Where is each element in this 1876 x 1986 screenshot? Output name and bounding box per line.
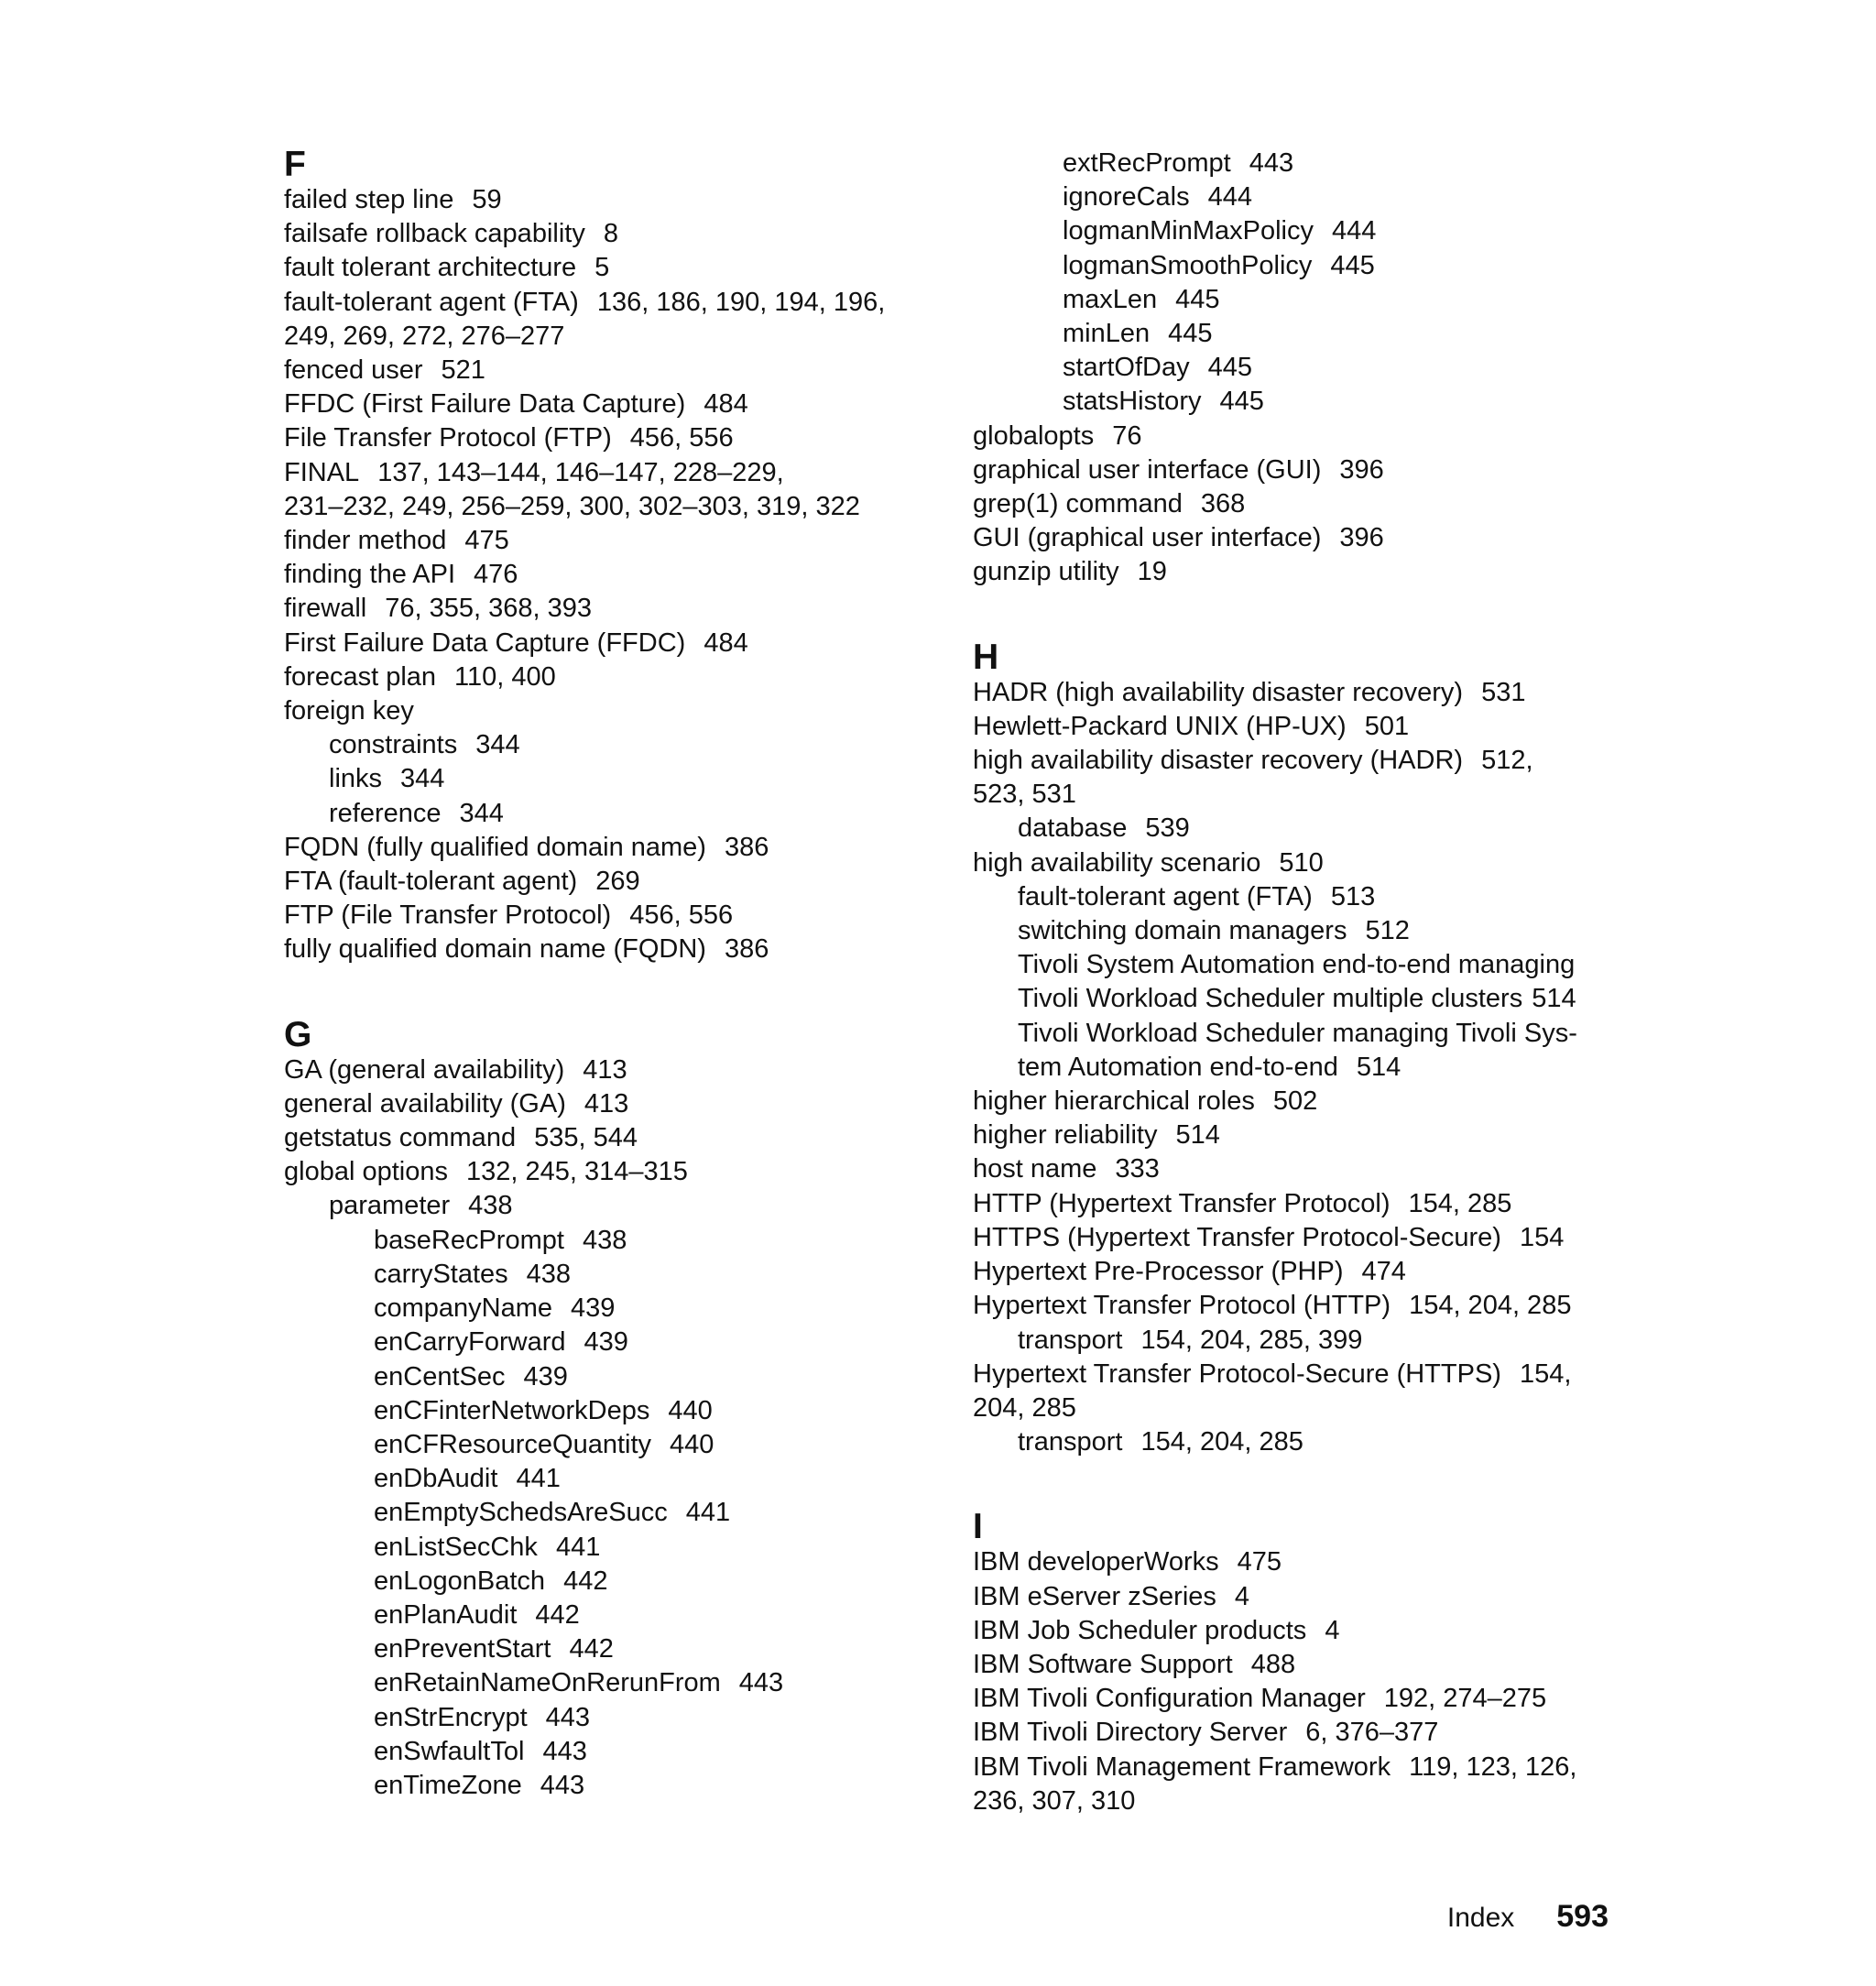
index-entry	[973, 914, 1632, 948]
index-entry	[973, 1118, 1632, 1152]
footer-label: Index	[1446, 1903, 1515, 1933]
index-page-refs: 445	[1330, 250, 1375, 280]
index-page-refs: 443	[1249, 148, 1294, 178]
index-page-refs: 333	[1115, 1154, 1160, 1184]
index-page-refs: 154,	[1519, 1359, 1572, 1389]
index-term: database	[1018, 813, 1128, 844]
index-page-refs: 475	[464, 526, 509, 556]
index-term: switching domain managers	[1018, 916, 1347, 946]
index-entry	[973, 1255, 1632, 1289]
index-entry	[284, 217, 943, 251]
index-page-refs: 445	[1219, 387, 1264, 417]
index-entry	[284, 933, 943, 966]
index-term: getstatus command	[284, 1123, 517, 1153]
index-entry	[973, 1324, 1632, 1358]
index-entry	[973, 1425, 1632, 1459]
index-entry	[284, 694, 943, 728]
index-entry	[284, 1224, 943, 1258]
index-term: enTimeZone	[374, 1770, 522, 1800]
index-term: startOfDay	[1063, 353, 1190, 383]
index-entry	[284, 1258, 943, 1292]
index-page-refs: 386	[724, 934, 769, 965]
index-term: IBM eServer zSeries	[973, 1581, 1216, 1611]
index-term: graphical user interface (GUI)	[973, 454, 1322, 485]
index-entry	[284, 1292, 943, 1326]
index-term: fault-tolerant agent (FTA)	[284, 287, 579, 317]
index-page-refs: 154, 204, 285, 399	[1140, 1325, 1363, 1355]
index-entry	[284, 592, 943, 626]
index-page-refs: 512	[1365, 916, 1410, 946]
index-term: FTA (fault-tolerant agent)	[284, 867, 578, 897]
index-term: maxLen	[1063, 284, 1158, 314]
index-entry	[973, 1580, 1632, 1614]
index-entry	[973, 1648, 1632, 1682]
index-page-refs: 443	[540, 1770, 585, 1800]
index-term: enDbAudit	[374, 1464, 498, 1494]
index-term: enPlanAudit	[374, 1599, 518, 1630]
section-gap	[973, 590, 1632, 639]
index-entry	[284, 1326, 943, 1359]
index-page-refs: 438	[468, 1191, 513, 1221]
index-term: foreign key	[284, 696, 414, 726]
index-entry	[973, 351, 1632, 385]
index-term: Hypertext Transfer Protocol-Secure (HTTPS)	[973, 1359, 1501, 1389]
index-entry	[973, 453, 1632, 487]
index-entry	[284, 762, 943, 796]
index-entry	[973, 249, 1632, 283]
index-entry	[973, 1614, 1632, 1648]
index-page-refs: 439	[584, 1327, 628, 1358]
index-entry	[973, 846, 1632, 880]
page-number: 593	[1556, 1899, 1609, 1934]
index-entry	[284, 1087, 943, 1121]
index-page-refs: 59	[472, 185, 502, 214]
index-entry	[973, 420, 1632, 453]
index-term: transport	[1018, 1325, 1123, 1355]
index-term: gunzip utility	[973, 557, 1119, 587]
index-term: First Failure Data Capture (FFDC)	[284, 627, 686, 658]
index-entry	[973, 180, 1632, 214]
index-page-refs: 488	[1250, 1649, 1296, 1679]
index-page-refs: 513	[1330, 881, 1376, 911]
index-entry	[973, 1221, 1632, 1255]
index-term: enCFinterNetworkDeps	[374, 1395, 650, 1425]
index-entry	[973, 710, 1632, 744]
index-entry	[973, 1682, 1632, 1716]
index-term: forecast plan	[284, 661, 437, 692]
index-page-refs: 413	[583, 1054, 627, 1085]
index-term: higher hierarchical roles	[973, 1086, 1255, 1117]
index-page-refs: 119, 123, 126,	[1409, 1751, 1577, 1782]
index-term: finder method	[284, 526, 447, 556]
index-entry	[284, 831, 943, 865]
index-page-refs: 386	[724, 832, 769, 862]
index-entry	[973, 744, 1632, 778]
index-page-refs: 444	[1332, 216, 1377, 246]
index-page-refs-continued: 231–232, 249, 256–259, 300, 302–303, 319, 322	[284, 491, 860, 521]
index-page-refs: 440	[670, 1429, 714, 1459]
index-term: tem Automation end-to-end	[1018, 1052, 1338, 1082]
index-entry	[973, 214, 1632, 248]
index-entry	[973, 283, 1632, 317]
index-page-refs: 19	[1137, 557, 1167, 587]
index-term: enCarryForward	[374, 1327, 566, 1358]
index-entry	[284, 1053, 943, 1087]
index-term: global options	[284, 1157, 448, 1187]
index-term: FTP (File Transfer Protocol)	[284, 900, 612, 931]
index-page-refs: 136, 186, 190, 194, 196,	[596, 287, 886, 317]
index-entry	[284, 1769, 943, 1803]
index-term: transport	[1018, 1427, 1123, 1457]
index-term: IBM Job Scheduler products	[973, 1615, 1307, 1645]
index-entry	[973, 982, 1632, 1016]
index-term: enSwfaultTol	[374, 1736, 525, 1766]
index-page-refs: 456, 556	[629, 423, 734, 453]
index-page-refs: 192, 274–275	[1383, 1684, 1547, 1714]
index-page-refs-continued: 204, 285	[973, 1392, 1076, 1423]
index-entry	[973, 147, 1632, 180]
index-term: failed step line	[284, 185, 454, 214]
index-entry	[284, 1394, 943, 1428]
index-term: failsafe rollback capability	[284, 219, 585, 249]
index-entry	[973, 521, 1632, 555]
index-page-refs: 269	[595, 867, 640, 897]
index-column-left	[284, 147, 943, 1803]
index-term: Tivoli Workload Scheduler multiple clusters	[1018, 984, 1523, 1014]
index-term: higher reliability	[973, 1120, 1158, 1151]
index-term: general availability (GA)	[284, 1088, 566, 1118]
index-term: enPreventStart	[374, 1634, 551, 1664]
index-entry	[284, 1121, 943, 1155]
index-entry	[284, 1632, 943, 1666]
index-page-refs: 441	[555, 1532, 601, 1562]
index-page-refs: 442	[535, 1599, 580, 1630]
index-term: Hypertext Pre-Processor (PHP)	[973, 1257, 1344, 1287]
index-page-refs: 6, 376–377	[1305, 1718, 1439, 1748]
index-entry	[973, 1187, 1632, 1221]
index-entry	[284, 456, 943, 490]
index-entry	[973, 1017, 1632, 1051]
index-entry	[284, 1189, 943, 1223]
index-page-refs: 514	[1175, 1120, 1220, 1151]
section-letter: H	[973, 637, 999, 677]
index-term: reference	[329, 798, 442, 828]
index-entry	[973, 1085, 1632, 1118]
index-page-refs: 413	[584, 1088, 629, 1118]
index-term: Hypertext Transfer Protocol (HTTP)	[973, 1291, 1391, 1321]
index-entry	[973, 1716, 1632, 1750]
index-term: FQDN (fully qualified domain name)	[284, 832, 706, 862]
index-column-right	[973, 147, 1632, 1818]
index-entry	[284, 1496, 943, 1530]
index-term: Tivoli System Automation end-to-end managing	[1018, 950, 1576, 980]
section-letter: G	[284, 1014, 312, 1054]
index-page-refs: 442	[569, 1634, 614, 1664]
index-entry	[284, 1701, 943, 1735]
index-entry	[284, 865, 943, 899]
index-term: IBM developerWorks	[973, 1547, 1219, 1577]
index-entry	[973, 1358, 1632, 1391]
index-entry	[973, 812, 1632, 846]
index-entry	[284, 1428, 943, 1462]
index-page-refs-continued: 236, 307, 310	[973, 1785, 1136, 1816]
index-term: links	[329, 764, 383, 794]
index-page-refs: 445	[1207, 353, 1252, 383]
index-term: GUI (graphical user interface)	[973, 523, 1322, 553]
index-entry	[973, 555, 1632, 589]
index-term: high availability disaster recovery (HADR)	[973, 746, 1464, 776]
index-term: host name	[973, 1154, 1097, 1184]
index-entry	[973, 1152, 1632, 1186]
index-term: minLen	[1063, 319, 1151, 349]
index-page-refs: 4	[1234, 1581, 1250, 1611]
index-page-refs: 154, 204, 285	[1409, 1291, 1572, 1321]
index-entry	[284, 797, 943, 831]
index-entry	[284, 1565, 943, 1599]
index-term: firewall	[284, 594, 367, 624]
index-entry	[284, 728, 943, 762]
index-entry	[284, 627, 943, 660]
index-term: constraints	[329, 730, 458, 760]
index-page-refs: 440	[668, 1395, 713, 1425]
index-term: high availability scenario	[973, 847, 1261, 878]
index-term: fault tolerant architecture	[284, 253, 577, 283]
index-page-refs: 445	[1175, 284, 1220, 314]
index-entry	[284, 1462, 943, 1496]
index-term: companyName	[374, 1293, 553, 1324]
index-term: Hewlett-Packard UNIX (HP-UX)	[973, 711, 1347, 741]
index-page-refs: 531	[1481, 677, 1526, 707]
index-term: fenced user	[284, 355, 423, 386]
index-page-refs: 521	[441, 355, 485, 386]
index-page-refs: 344	[459, 798, 504, 828]
index-entry	[284, 1666, 943, 1700]
index-entry	[973, 1051, 1632, 1085]
index-term: Tivoli Workload Scheduler managing Tivoli Sys-	[1018, 1018, 1577, 1048]
index-page-refs: 444	[1207, 182, 1253, 213]
index-page-refs: 512,	[1481, 746, 1533, 776]
index-entry	[973, 317, 1632, 351]
page-footer	[1447, 1898, 1609, 1937]
index-term: enLogonBatch	[374, 1566, 546, 1596]
section-gap	[973, 1459, 1632, 1509]
index-entry	[973, 1751, 1632, 1784]
index-page-refs: 154	[1519, 1222, 1565, 1252]
index-term: enStrEncrypt	[374, 1702, 528, 1732]
index-page-refs: 154, 285	[1408, 1188, 1512, 1218]
index-page-refs-continued: 523, 531	[973, 780, 1076, 810]
index-entry	[284, 183, 943, 217]
index-page-refs: 76	[1112, 420, 1142, 451]
index-entry	[284, 286, 943, 320]
index-page-refs: 8	[603, 219, 618, 249]
index-term: IBM Tivoli Directory Server	[973, 1718, 1288, 1748]
index-page-refs: 441	[516, 1464, 561, 1494]
index-page-refs: 456, 556	[629, 900, 734, 931]
index-entry	[284, 251, 943, 285]
index-page-refs: 4	[1325, 1615, 1340, 1645]
index-term: FINAL	[284, 457, 360, 487]
section-letter: I	[973, 1507, 983, 1547]
index-page-refs: 344	[475, 730, 520, 760]
index-term: finding the API	[284, 560, 456, 590]
index-term: IBM Software Support	[973, 1649, 1233, 1679]
index-page-refs: 484	[704, 389, 748, 420]
index-entry	[973, 385, 1632, 419]
index-entry	[284, 1599, 943, 1632]
index-page-refs: 368	[1200, 489, 1246, 519]
index-term: HADR (high availability disaster recovery)	[973, 677, 1464, 707]
index-term: carryStates	[374, 1259, 508, 1289]
index-page-refs: 344	[400, 764, 445, 794]
index-term: enCentSec	[374, 1361, 506, 1391]
index-page-refs: 137, 143–144, 146–147, 228–229,	[377, 457, 784, 487]
index-page-refs: 438	[582, 1225, 627, 1255]
index-entry	[284, 354, 943, 387]
index-page-refs: 510	[1279, 847, 1324, 878]
index-page-refs-continued: 249, 269, 272, 276–277	[284, 321, 565, 351]
index-entry	[284, 1155, 943, 1189]
section-letter: F	[284, 145, 306, 184]
index-term: ignoreCals	[1063, 182, 1190, 213]
index-term: extRecPrompt	[1063, 148, 1231, 178]
index-term: enRetainNameOnRerunFrom	[374, 1668, 721, 1698]
index-page-refs: 445	[1168, 319, 1213, 349]
index-entry	[284, 387, 943, 421]
index-entry	[284, 1360, 943, 1394]
index-page-refs: 514	[1532, 984, 1576, 1014]
index-page-refs: 484	[704, 627, 748, 658]
index-term: HTTPS (Hypertext Transfer Protocol-Secure)	[973, 1222, 1501, 1252]
index-page-refs: 439	[571, 1293, 616, 1324]
index-page-refs: 539	[1145, 813, 1190, 844]
index-entry	[973, 948, 1632, 982]
index-page-refs: 5	[594, 253, 610, 283]
index-term: File Transfer Protocol (FTP)	[284, 423, 612, 453]
index-page-refs: 443	[542, 1736, 587, 1766]
index-term: parameter	[329, 1191, 451, 1221]
index-term: enCFResourceQuantity	[374, 1429, 652, 1459]
index-page-refs: 514	[1356, 1052, 1402, 1082]
index-entry	[973, 487, 1632, 521]
index-page-refs: 396	[1339, 523, 1384, 553]
index-term: enEmptySchedsAreSucc	[374, 1498, 668, 1528]
index-page-refs: 438	[526, 1259, 572, 1289]
index-entry	[973, 676, 1632, 710]
index-entry	[284, 1531, 943, 1565]
index-page-refs: 439	[523, 1361, 568, 1391]
index-page-refs: 476	[474, 560, 518, 590]
index-term: logmanMinMaxPolicy	[1063, 216, 1314, 246]
index-page-refs: 443	[545, 1702, 591, 1732]
index-page-refs: 110, 400	[454, 661, 556, 692]
index-page-refs: 443	[738, 1668, 784, 1698]
index-entry	[284, 421, 943, 455]
index-page-refs: 441	[685, 1498, 731, 1528]
index-page-refs: 132, 245, 314–315	[465, 1157, 688, 1187]
index-page-refs: 502	[1272, 1086, 1318, 1117]
index-term: baseRecPrompt	[374, 1225, 564, 1255]
index-entry	[284, 1735, 943, 1769]
index-entry	[284, 524, 943, 558]
index-page-refs: 535, 544	[534, 1123, 638, 1153]
index-page-refs: 442	[563, 1566, 608, 1596]
index-entry	[973, 1289, 1632, 1323]
index-page-refs: 154, 204, 285	[1140, 1427, 1303, 1457]
index-page-refs: 396	[1339, 454, 1384, 485]
index-term: enListSecChk	[374, 1532, 538, 1562]
index-term: grep(1) command	[973, 489, 1183, 519]
index-page-refs: 474	[1361, 1257, 1406, 1287]
index-term: fully qualified domain name (FQDN)	[284, 934, 706, 965]
index-page-refs: 76, 355, 368, 393	[385, 594, 593, 624]
index-entry	[973, 880, 1632, 914]
index-entry	[284, 660, 943, 694]
index-term: HTTP (Hypertext Transfer Protocol)	[973, 1188, 1391, 1218]
index-term: FFDC (First Failure Data Capture)	[284, 389, 686, 420]
index-entry	[973, 1545, 1632, 1579]
index-entry	[284, 899, 943, 933]
index-page-refs: 501	[1364, 711, 1410, 741]
index-term: GA (general availability)	[284, 1054, 565, 1085]
section-gap	[284, 967, 943, 1017]
index-page-refs: 475	[1237, 1547, 1282, 1577]
index-term: logmanSmoothPolicy	[1063, 250, 1313, 280]
index-term: fault-tolerant agent (FTA)	[1018, 881, 1313, 911]
index-term: globalopts	[973, 420, 1095, 451]
index-term: IBM Tivoli Configuration Manager	[973, 1684, 1366, 1714]
index-entry	[284, 558, 943, 592]
index-term: statsHistory	[1063, 387, 1202, 417]
index-term: IBM Tivoli Management Framework	[973, 1751, 1391, 1782]
